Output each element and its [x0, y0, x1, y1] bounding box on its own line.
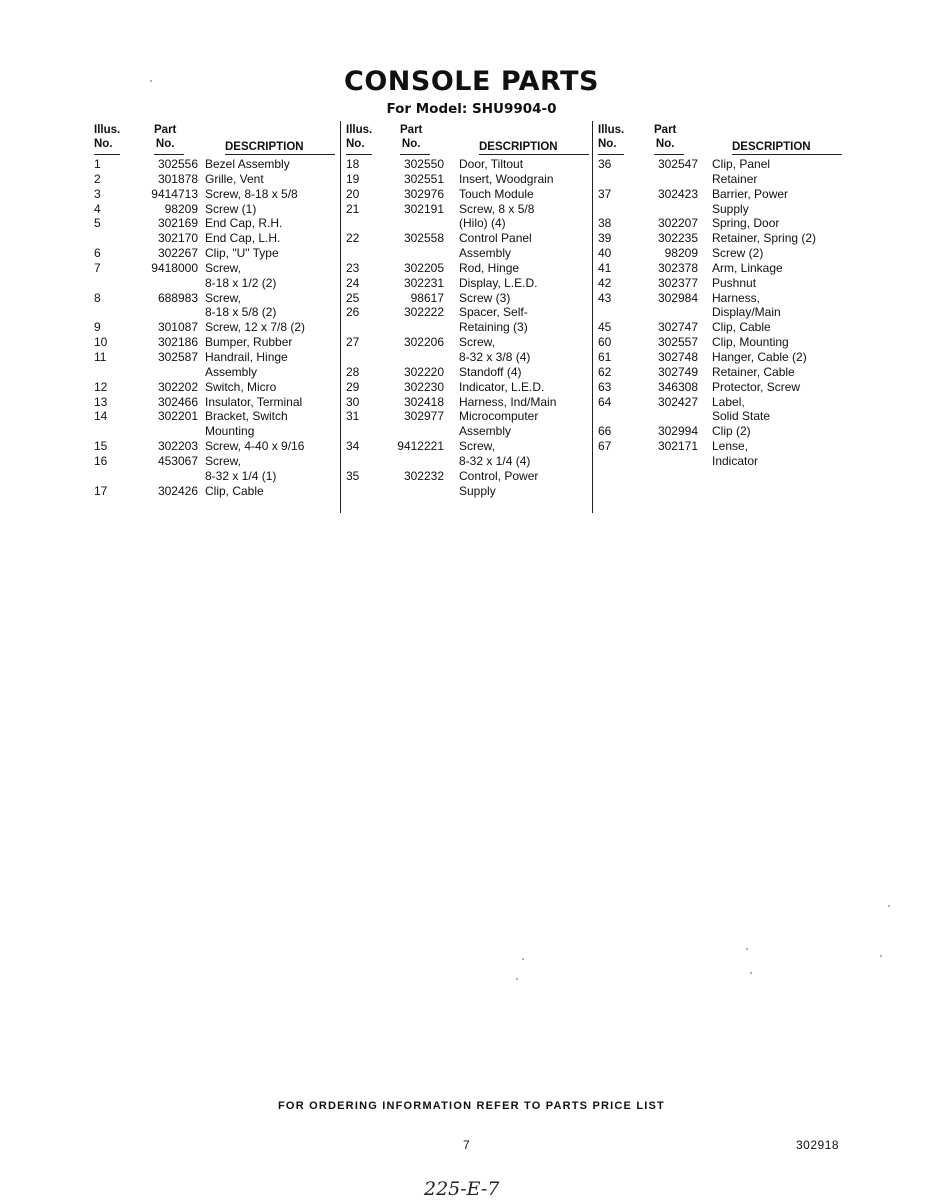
- illus-number: 34: [346, 439, 360, 454]
- table-row: [346, 261, 590, 276]
- header-underline: [479, 154, 589, 155]
- part-number: 302222: [403, 305, 444, 320]
- table-row: [346, 172, 590, 187]
- part-number: 302170: [157, 231, 198, 246]
- table-row: [94, 172, 340, 187]
- table-row: [598, 305, 840, 320]
- part-description: Clip, Mounting: [712, 335, 789, 350]
- table-row: [598, 261, 840, 276]
- part-description: Screw, 8-18 x 5/8: [205, 186, 298, 201]
- description-header: DESCRIPTION: [479, 141, 558, 153]
- part-description: Label,: [712, 394, 745, 409]
- part-number: 98209: [664, 246, 698, 261]
- part-description: Arm, Linkage: [712, 260, 783, 275]
- scan-speck: [522, 958, 524, 960]
- part-number: 301878: [157, 171, 198, 186]
- table-row: [598, 157, 840, 172]
- table-row: [94, 216, 340, 231]
- table-row: [94, 246, 340, 261]
- table-row: [346, 365, 590, 380]
- table-row: [346, 409, 590, 424]
- part-description: Indicator, L.E.D.: [459, 379, 545, 394]
- illus-number: 18: [346, 157, 360, 171]
- table-row: [346, 469, 590, 484]
- header-underline: [225, 154, 335, 155]
- scan-speck: [880, 955, 882, 957]
- table-row: [598, 409, 840, 424]
- table-row: [598, 291, 840, 306]
- part-description: End Cap, R.H.: [205, 216, 283, 231]
- part-description: 8-32 x 1/4 (1): [205, 468, 277, 483]
- part-description: End Cap, L.H.: [205, 231, 281, 246]
- part-description: Clip, "U" Type: [205, 246, 279, 261]
- part-number: 302427: [657, 394, 698, 409]
- part-description: Bumper, Rubber: [205, 335, 293, 350]
- part-number: 302556: [157, 157, 198, 171]
- table-row: [346, 187, 590, 202]
- table-row: [346, 350, 590, 365]
- illus-number: 63: [598, 379, 612, 394]
- illus-number: 1: [94, 157, 101, 171]
- part-description: Display, L.E.D.: [459, 275, 538, 290]
- model-subtitle: For Model: SHU9904-0: [386, 101, 557, 117]
- illus-header-line1: Illus.: [346, 124, 373, 136]
- table-row: [598, 187, 840, 202]
- illus-number: 7: [94, 260, 101, 275]
- part-number: 98209: [164, 201, 198, 216]
- table-row: [598, 246, 840, 261]
- table-row: [94, 409, 340, 424]
- part-description: Screw, 12 x 7/8 (2): [205, 320, 306, 335]
- illus-number: 31: [346, 409, 360, 424]
- header-underline: [598, 154, 624, 155]
- table-row: [598, 365, 840, 380]
- page-number: 7: [463, 1138, 470, 1152]
- part-description: Touch Module: [459, 186, 534, 201]
- part-description: Retainer: [712, 171, 758, 186]
- parts-rows: [346, 157, 590, 498]
- part-number: 9414713: [151, 186, 198, 201]
- table-row: [94, 380, 340, 395]
- scan-speck: [888, 905, 890, 907]
- part-description: Insert, Woodgrain: [459, 171, 554, 186]
- part-description: Screw,: [205, 290, 242, 305]
- table-row: [94, 424, 340, 439]
- part-header-line1: Part: [400, 124, 423, 136]
- part-description: Hanger, Cable (2): [712, 349, 807, 364]
- part-header-line2: No.: [401, 138, 421, 150]
- illus-number: 9: [94, 320, 101, 335]
- part-number: 302418: [403, 394, 444, 409]
- table-row: [346, 335, 590, 350]
- part-number: 302191: [403, 201, 444, 216]
- part-description: Screw,: [459, 335, 496, 350]
- illus-number: 41: [598, 260, 612, 275]
- column-divider: [592, 121, 593, 513]
- parts-column-2: [346, 121, 590, 498]
- part-description: Retainer, Spring (2): [712, 231, 817, 246]
- part-description: Protector, Screw: [712, 379, 801, 394]
- part-description: Screw (2): [712, 246, 764, 261]
- table-row: [94, 335, 340, 350]
- part-number: 302267: [157, 246, 198, 261]
- illus-number: 22: [346, 231, 360, 246]
- illus-number: 37: [598, 186, 612, 201]
- illus-number: 64: [598, 394, 612, 409]
- part-number: 302748: [657, 349, 698, 364]
- part-description: Screw (3): [459, 290, 511, 305]
- illus-number: 24: [346, 275, 360, 290]
- illus-number: 45: [598, 320, 612, 335]
- illus-header-line2: No.: [346, 138, 365, 150]
- part-description: Handrail, Hinge: [205, 349, 288, 364]
- part-number: 302587: [157, 349, 198, 364]
- illus-number: 15: [94, 439, 108, 454]
- illus-number: 5: [94, 216, 101, 231]
- part-description: Mounting: [205, 424, 255, 439]
- illus-number: 4: [94, 201, 101, 216]
- part-description: Clip (2): [712, 424, 751, 439]
- illus-number: 23: [346, 260, 360, 275]
- part-number: 302547: [657, 157, 698, 171]
- part-number: 302749: [657, 364, 698, 379]
- illus-number: 21: [346, 201, 360, 216]
- table-row: [94, 291, 340, 306]
- part-description: Clip, Cable: [205, 483, 264, 498]
- illus-number: 36: [598, 157, 612, 171]
- header-underline: [154, 154, 184, 155]
- illus-number: 61: [598, 349, 612, 364]
- part-description: (Hilo) (4): [459, 216, 506, 231]
- table-row: [598, 172, 840, 187]
- part-number: 302984: [657, 290, 698, 305]
- part-number: 302551: [403, 171, 444, 186]
- part-description: Assembly: [459, 424, 512, 439]
- part-description: 8-32 x 3/8 (4): [459, 349, 531, 364]
- illus-number: 8: [94, 290, 101, 305]
- illus-number: 26: [346, 305, 360, 320]
- table-row: [346, 395, 590, 410]
- illus-number: 16: [94, 453, 108, 468]
- part-description: Screw,: [205, 260, 242, 275]
- description-header: DESCRIPTION: [732, 141, 811, 153]
- handwritten-note: 225-E-7: [424, 1178, 500, 1200]
- illus-no-header: [94, 123, 120, 151]
- table-row: [346, 424, 590, 439]
- part-description: Control Panel: [459, 231, 532, 246]
- scan-speck: [516, 978, 518, 980]
- illus-no-header: [598, 123, 624, 151]
- illus-header-line2: No.: [94, 138, 113, 150]
- part-description: Insulator, Terminal: [205, 394, 303, 409]
- illus-number: 42: [598, 275, 612, 290]
- illus-number: 29: [346, 379, 360, 394]
- illus-number: 62: [598, 364, 612, 379]
- table-row: [346, 484, 590, 499]
- column-header: [598, 121, 840, 154]
- illus-number: 14: [94, 409, 108, 424]
- parts-column-1: [94, 121, 340, 498]
- illus-header-line1: Illus.: [598, 124, 625, 136]
- part-number: 302558: [403, 231, 444, 246]
- header-underline: [346, 154, 372, 155]
- part-description: Pushnut: [712, 275, 757, 290]
- part-description: Door, Tiltout: [459, 157, 524, 171]
- scan-speck: [750, 972, 752, 974]
- table-row: [346, 216, 590, 231]
- illus-header-line2: No.: [598, 138, 617, 150]
- table-row: [346, 157, 590, 172]
- illus-number: 20: [346, 186, 360, 201]
- part-number: 302231: [403, 275, 444, 290]
- illus-number: 27: [346, 335, 360, 350]
- part-number: 453067: [157, 453, 198, 468]
- part-description: Assembly: [459, 246, 512, 261]
- part-header-line2: No.: [655, 138, 675, 150]
- table-row: [598, 424, 840, 439]
- part-number: 302377: [657, 275, 698, 290]
- illus-number: 66: [598, 424, 612, 439]
- part-number: 302976: [403, 186, 444, 201]
- illus-number: 10: [94, 335, 108, 350]
- part-description: Lense,: [712, 439, 749, 454]
- illus-number: 60: [598, 335, 612, 350]
- part-number: 302994: [657, 424, 698, 439]
- column-header: [346, 121, 590, 154]
- part-number: 688983: [157, 290, 198, 305]
- illus-number: 35: [346, 468, 360, 483]
- part-description: Barrier, Power: [712, 186, 789, 201]
- illus-header-line1: Illus.: [94, 124, 121, 136]
- header-underline: [732, 154, 842, 155]
- part-description: Supply: [459, 483, 496, 498]
- table-row: [598, 216, 840, 231]
- part-number: 302977: [403, 409, 444, 424]
- header-underline: [400, 154, 430, 155]
- table-row: [94, 187, 340, 202]
- part-number: 302230: [403, 379, 444, 394]
- table-row: [94, 320, 340, 335]
- column-header: [94, 121, 340, 154]
- part-description: 8-18 x 1/2 (2): [205, 275, 277, 290]
- table-row: [346, 276, 590, 291]
- illus-number: 30: [346, 394, 360, 409]
- part-number: 346308: [657, 379, 698, 394]
- table-row: [94, 261, 340, 276]
- part-description: Clip, Cable: [712, 320, 771, 335]
- illus-number: 40: [598, 246, 612, 261]
- table-row: [94, 439, 340, 454]
- part-description: Bracket, Switch: [205, 409, 288, 424]
- part-header-line1: Part: [654, 124, 677, 136]
- table-row: [598, 320, 840, 335]
- header-underline: [94, 154, 120, 155]
- table-row: [346, 320, 590, 335]
- part-number: 302169: [157, 216, 198, 231]
- part-description: Screw (1): [205, 201, 257, 216]
- parts-rows: [94, 157, 340, 498]
- illus-number: 19: [346, 171, 360, 186]
- part-number: 302171: [657, 439, 698, 454]
- part-description: Retainer, Cable: [712, 364, 795, 379]
- document-number: 302918: [796, 1138, 840, 1152]
- table-row: [346, 231, 590, 246]
- part-description: Screw, 8 x 5/8: [459, 201, 535, 216]
- page-title: CONSOLE PARTS: [344, 66, 599, 97]
- part-description: Standoff (4): [459, 364, 522, 379]
- part-description: Indicator: [712, 453, 759, 468]
- table-row: [346, 454, 590, 469]
- part-description: Rod, Hinge: [459, 260, 520, 275]
- part-no-header: [154, 123, 176, 151]
- part-description: Retaining (3): [459, 320, 528, 335]
- part-description: Control, Power: [459, 468, 539, 483]
- illus-number: 3: [94, 186, 101, 201]
- table-row: [346, 202, 590, 217]
- part-no-header: [654, 123, 676, 151]
- parts-rows: [598, 157, 840, 469]
- table-row: [94, 454, 340, 469]
- illus-number: 17: [94, 483, 108, 498]
- part-description: Screw,: [459, 439, 496, 454]
- part-description: Grille, Vent: [205, 171, 264, 186]
- part-description: Bezel Assembly: [205, 157, 290, 171]
- part-number: 302186: [157, 335, 198, 350]
- table-row: [94, 202, 340, 217]
- table-row: [346, 380, 590, 395]
- part-number: 302206: [403, 335, 444, 350]
- part-number: 302207: [657, 216, 698, 231]
- part-number: 302423: [657, 186, 698, 201]
- part-description: Solid State: [712, 409, 771, 424]
- part-description: Harness,: [712, 290, 761, 305]
- part-number: 302426: [157, 483, 198, 498]
- part-description: Spacer, Self-: [459, 305, 528, 320]
- part-number: 9418000: [151, 260, 198, 275]
- part-description: Switch, Micro: [205, 379, 277, 394]
- part-description: Harness, Ind/Main: [459, 394, 557, 409]
- table-row: [598, 276, 840, 291]
- table-row: [94, 276, 340, 291]
- part-number: 302235: [657, 231, 698, 246]
- part-number: 302203: [157, 439, 198, 454]
- part-number: 302202: [157, 379, 198, 394]
- table-row: [94, 484, 340, 499]
- part-number: 302557: [657, 335, 698, 350]
- part-number: 302378: [657, 260, 698, 275]
- table-row: [94, 395, 340, 410]
- table-row: [346, 291, 590, 306]
- illus-number: 11: [94, 349, 107, 364]
- table-row: [598, 202, 840, 217]
- table-row: [94, 305, 340, 320]
- part-number: 98617: [410, 290, 444, 305]
- table-row: [346, 305, 590, 320]
- part-description: Clip, Panel: [712, 157, 771, 171]
- part-number: 302201: [157, 409, 198, 424]
- table-row: [346, 439, 590, 454]
- part-number: 302747: [657, 320, 698, 335]
- illus-number: 67: [598, 439, 612, 454]
- part-number: 9412221: [397, 439, 444, 454]
- table-row: [598, 380, 840, 395]
- part-description: Screw, 4-40 x 9/16: [205, 439, 305, 454]
- part-number: 302205: [403, 260, 444, 275]
- scan-speck: [746, 948, 748, 950]
- illus-number: 12: [94, 379, 108, 394]
- description-header: DESCRIPTION: [225, 141, 304, 153]
- illus-number: 2: [94, 171, 101, 186]
- scan-speck: [150, 80, 152, 82]
- illus-no-header: [346, 123, 372, 151]
- part-description: Display/Main: [712, 305, 781, 320]
- part-number: 302550: [403, 157, 444, 171]
- part-number: 302220: [403, 364, 444, 379]
- table-row: [598, 454, 840, 469]
- illus-number: 25: [346, 290, 360, 305]
- table-row: [598, 350, 840, 365]
- part-description: Supply: [712, 201, 749, 216]
- table-row: [94, 350, 340, 365]
- table-row: [598, 335, 840, 350]
- part-header-line2: No.: [155, 138, 175, 150]
- part-description: Spring, Door: [712, 216, 780, 231]
- illus-number: 38: [598, 216, 612, 231]
- table-row: [598, 395, 840, 410]
- illus-number: 6: [94, 246, 101, 261]
- part-number: 302232: [403, 468, 444, 483]
- part-header-line1: Part: [154, 124, 177, 136]
- table-row: [94, 365, 340, 380]
- ordering-info-footer: FOR ORDERING INFORMATION REFER TO PARTS PRICE LIST: [278, 1100, 665, 1112]
- part-description: 8-32 x 1/4 (4): [459, 453, 531, 468]
- part-number: 302466: [157, 394, 198, 409]
- illus-number: 39: [598, 231, 612, 246]
- table-row: [598, 439, 840, 454]
- parts-column-3: [598, 121, 840, 469]
- table-row: [94, 231, 340, 246]
- part-description: 8-18 x 5/8 (2): [205, 305, 277, 320]
- column-divider: [340, 121, 341, 513]
- illus-number: 13: [94, 394, 108, 409]
- part-number: 301087: [157, 320, 198, 335]
- part-description: Microcomputer: [459, 409, 539, 424]
- illus-number: 43: [598, 290, 612, 305]
- part-description: Screw,: [205, 453, 242, 468]
- part-description: Assembly: [205, 364, 258, 379]
- table-row: [346, 246, 590, 261]
- table-row: [598, 231, 840, 246]
- illus-number: 28: [346, 364, 360, 379]
- part-no-header: [400, 123, 422, 151]
- table-row: [94, 469, 340, 484]
- header-underline: [654, 154, 684, 155]
- table-row: [94, 157, 340, 172]
